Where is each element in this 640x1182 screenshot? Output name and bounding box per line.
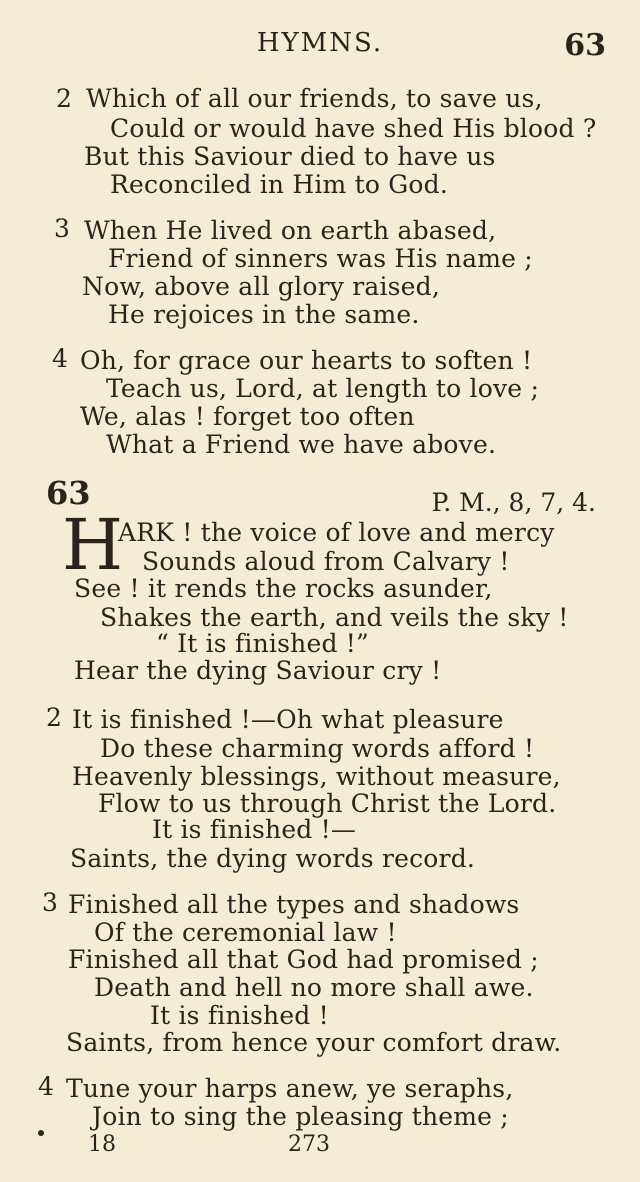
verse-line: Tune your harps anew, ye seraphs,: [66, 1074, 514, 1103]
verse-number: 4: [52, 344, 68, 373]
verse-line: It is finished !—: [152, 815, 357, 844]
verse-line: Do these charming words afford !: [100, 734, 535, 763]
verse-number: 2: [46, 703, 62, 732]
verse-number: 3: [54, 214, 70, 243]
verse-line: Heavenly blessings, without measure,: [72, 762, 561, 791]
verse-line: He rejoices in the same.: [108, 300, 420, 329]
verse-number: 2: [56, 84, 72, 113]
verse-line: Hear the dying Saviour cry !: [74, 656, 442, 685]
verse-line: Now, above all glory raised,: [82, 272, 441, 301]
verse-line: Reconciled in Him to God.: [110, 170, 449, 199]
verse-line: Oh, for grace our hearts to soften !: [80, 346, 533, 375]
running-head-title: HYMNS.: [256, 28, 384, 58]
verse-line: What a Friend we have above.: [106, 430, 497, 459]
verse-line: Death and hell no more shall awe.: [94, 973, 534, 1002]
verse-line: “ It is finished !”: [156, 629, 370, 658]
verse-line: Of the ceremonial law !: [94, 918, 397, 947]
verse-number: 3: [42, 888, 58, 917]
verse-line: Could or would have shed His blood ?: [110, 114, 597, 143]
signature-mark: 18: [88, 1132, 116, 1157]
verse-line: See ! it rends the rocks asunder,: [74, 574, 493, 603]
verse-line: Finished all the types and shadows: [68, 890, 520, 919]
verse-line: Teach us, Lord, at length to love ;: [106, 374, 540, 403]
verse-line: We, alas ! forget too often: [80, 402, 415, 431]
verse-line: ARK ! the voice of love and mercy: [118, 518, 555, 547]
printer-mark: [38, 1130, 44, 1136]
verse-line: Finished all that God had promised ;: [68, 945, 539, 974]
verse-number: 4: [38, 1072, 54, 1101]
running-head-hymn-number: 63: [564, 28, 606, 63]
verse-line: Flow to us through Christ the Lord.: [98, 789, 557, 818]
hymn-number: 63: [46, 474, 91, 512]
verse-line: Saints, the dying words record.: [70, 844, 476, 873]
verse-line: It is finished !—Oh what pleasure: [72, 705, 504, 734]
page-number: 273: [288, 1132, 330, 1157]
verse-line: Join to sing the pleasing theme ;: [92, 1102, 509, 1131]
drop-cap: H: [62, 504, 124, 586]
verse-line: Saints, from hence your comfort draw.: [66, 1028, 562, 1057]
verse-line: Friend of sinners was His name ;: [108, 244, 533, 273]
verse-line: But this Saviour died to have us: [84, 142, 496, 171]
verse-line: It is finished !: [150, 1001, 329, 1030]
verse-line: Shakes the earth, and veils the sky !: [100, 603, 569, 632]
verse-line: Which of all our friends, to save us,: [86, 84, 543, 113]
verse-line: Sounds aloud from Calvary !: [142, 547, 510, 576]
verse-line: When He lived on earth abased,: [84, 216, 497, 245]
hymn-meter: P. M., 8, 7, 4.: [431, 488, 596, 517]
